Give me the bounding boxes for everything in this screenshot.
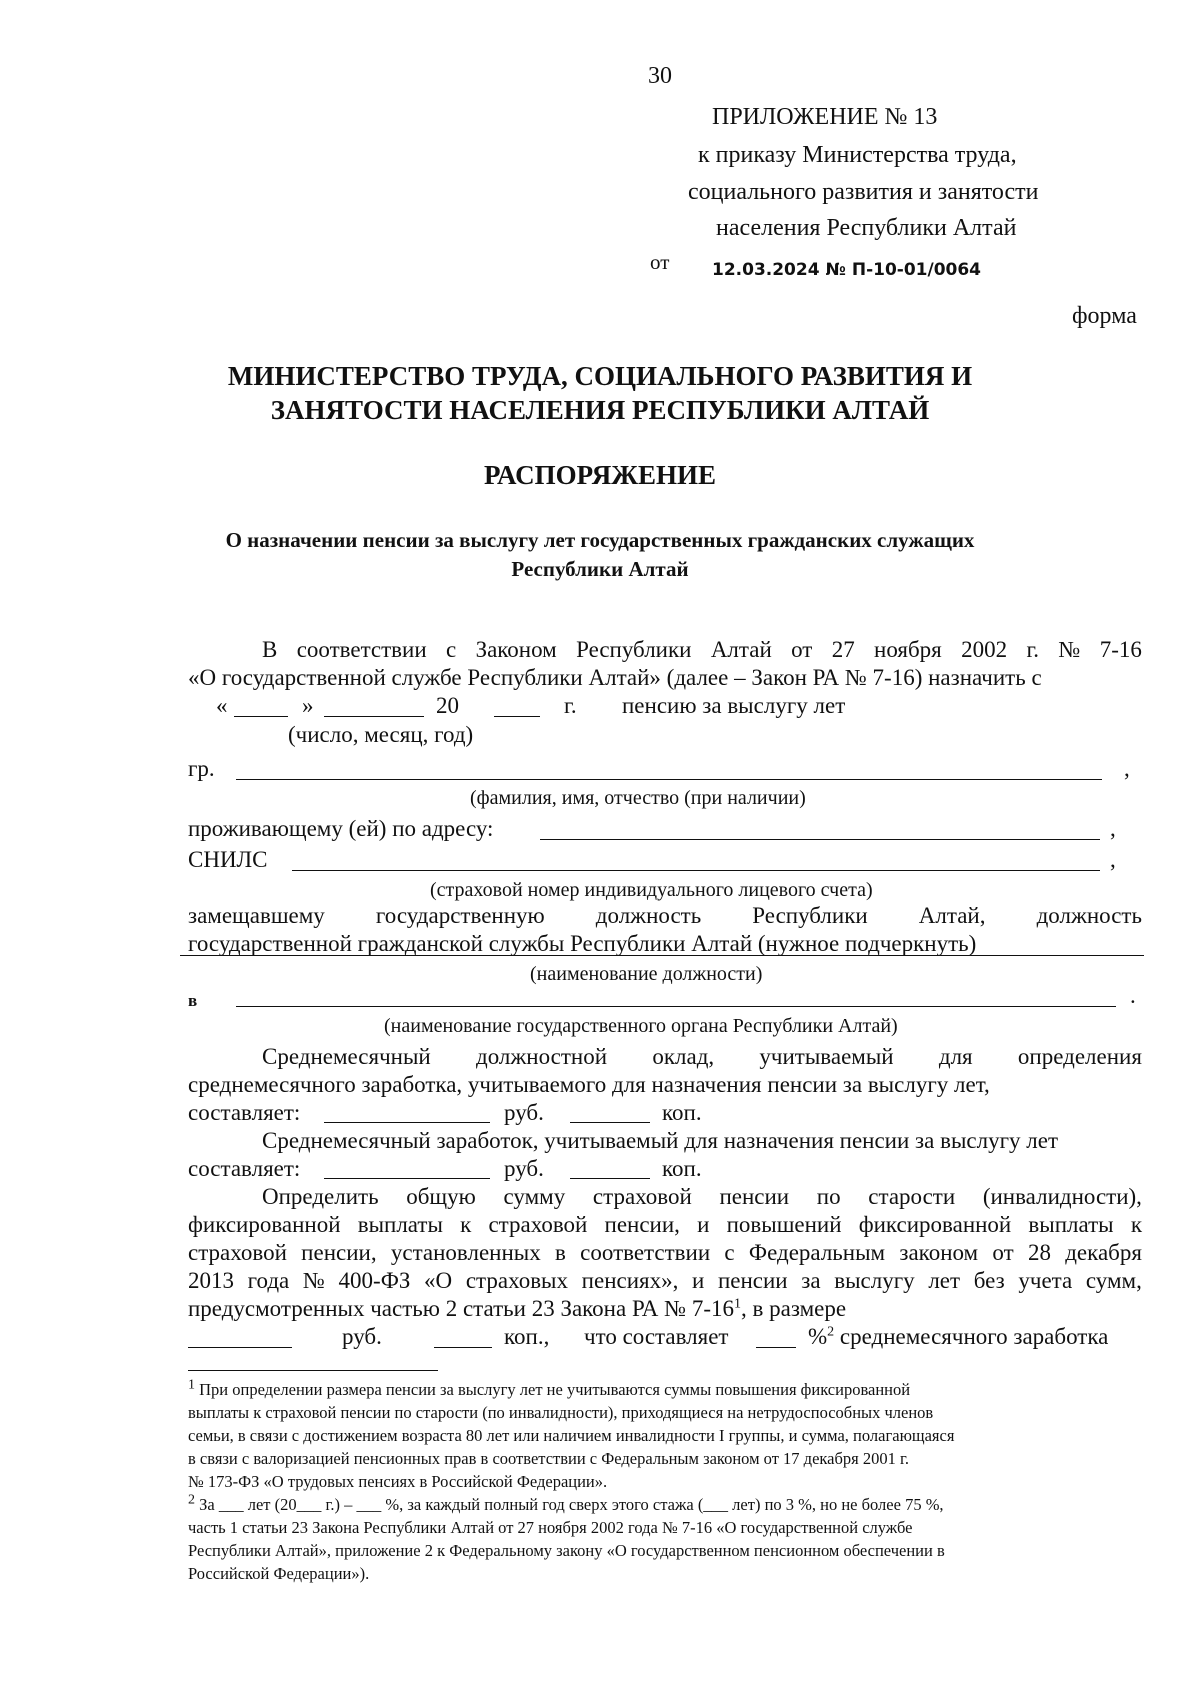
- define-line5: предусмотренных частью 2 статьи 23 Закона РА № $7-16^1$, в размере: [188, 1296, 847, 1321]
- define-1-word: сумму: [503, 1184, 566, 1209]
- paragraph-1-word: г.: [1026, 637, 1040, 662]
- define-4-word: пенсии: [717, 1268, 788, 1293]
- salary-rub-label: руб.: [504, 1100, 544, 1125]
- earnings-amount-label: составляет:: [188, 1156, 301, 1181]
- paragraph-1-line1: [262, 636, 1142, 664]
- define-line3: [188, 1239, 1142, 1267]
- paragraph-1-word: от: [791, 637, 813, 662]
- position-line1: [188, 902, 1142, 930]
- define-2-word: выплаты: [1028, 1212, 1114, 1237]
- form-label: форма: [1072, 303, 1137, 329]
- address-blank[interactable]: [540, 839, 1100, 840]
- salary-amount-label: составляет:: [188, 1100, 301, 1125]
- define-1-word: Определить: [262, 1184, 379, 1209]
- paragraph-1-word: с: [446, 637, 457, 662]
- define-3-word: в: [555, 1240, 566, 1265]
- ministry-line1: МИНИСТЕРСТВО ТРУДА, СОЦИАЛЬНОГО РАЗВИТИЯ И: [227, 361, 973, 391]
- document-type: РАСПОРЯЖЕНИЕ: [483, 460, 717, 490]
- paragraph-1-word: соответствии: [296, 637, 427, 662]
- define-3-word: соответствии: [580, 1240, 711, 1265]
- salary-word: Среднемесячный: [262, 1044, 431, 1069]
- paragraph-1-word: ноября: [874, 637, 942, 662]
- appendix-title: ПРИЛОЖЕНИЕ № 13: [712, 104, 938, 130]
- in-label: в: [188, 991, 198, 1010]
- define-2-word: выплаты: [357, 1212, 443, 1237]
- appendix-line2: социального развития и занятости: [688, 179, 1039, 205]
- position-hint: (наименование должности): [530, 963, 763, 985]
- subject-line1: О назначении пенсии за выслугу лет государственных гражданских служащих: [225, 528, 975, 552]
- citizen-label: гр.: [188, 756, 215, 781]
- define-3-word: страховой: [188, 1240, 287, 1265]
- final-percent-blank[interactable]: [756, 1347, 796, 1348]
- define-1-word: по: [816, 1184, 841, 1209]
- define-4-word: учета: [1018, 1268, 1073, 1293]
- position-word: государственную: [375, 903, 545, 928]
- organ-hint: (наименование государственного органа Республики Алтай): [384, 1015, 898, 1037]
- define-2-word: к: [460, 1212, 472, 1237]
- final-rub-blank[interactable]: [188, 1347, 292, 1348]
- date-tail-text: пенсию за выслугу лет: [622, 693, 846, 718]
- earnings-rub-blank[interactable]: [324, 1178, 490, 1179]
- position-blank[interactable]: [180, 955, 1144, 956]
- fio-comma: ,: [1124, 756, 1130, 781]
- define-2-word: повышений: [726, 1212, 842, 1237]
- footnote-2-line1: $^2$ За ___ лет (20___ г.) – ___ %, за каждый полный год сверх этого стажа (___ лет) по 3 %, но не более 75 %,: [188, 1492, 944, 1514]
- define-3-word: Федеральным: [748, 1240, 886, 1265]
- final-kop-blank[interactable]: [434, 1347, 492, 1348]
- paragraph-1-word: Законом: [475, 637, 557, 662]
- define-line4: [188, 1267, 1142, 1295]
- define-2-word: фиксированной: [188, 1212, 341, 1237]
- subject-line2: Республики Алтай: [511, 557, 689, 581]
- define-2-word: страховой: [488, 1212, 588, 1237]
- define-1-word: старости: [868, 1184, 956, 1209]
- salary-line1: [262, 1043, 1142, 1071]
- define-3-word: установленных: [390, 1240, 541, 1265]
- define-4-word: и: [692, 1268, 705, 1293]
- define-4-word: без: [973, 1268, 1005, 1293]
- define-4-word: года: [247, 1268, 290, 1293]
- position-word: Алтай,: [918, 903, 986, 928]
- define-3-word: 28: [1027, 1240, 1051, 1265]
- date-hint: (число, месяц, год): [288, 722, 474, 747]
- define-1-word: общую: [406, 1184, 476, 1209]
- define-4-word: страховых: [465, 1268, 569, 1293]
- footnote-separator: [188, 1370, 438, 1371]
- salary-kop-blank[interactable]: [570, 1122, 650, 1123]
- position-line2: государственной гражданской службы Республики Алтай (нужное подчеркнуть): [188, 931, 977, 956]
- define-2-word: и: [697, 1212, 710, 1237]
- salary-kop-label: коп.: [662, 1100, 702, 1125]
- earnings-kop-blank[interactable]: [570, 1178, 650, 1179]
- date-close-quote: »: [302, 693, 314, 718]
- earnings-rub-label: руб.: [504, 1156, 544, 1181]
- define-line2: [188, 1211, 1142, 1239]
- paragraph-1-word: 27: [831, 637, 855, 662]
- position-word: должность: [595, 903, 702, 928]
- snils-label: СНИЛС: [188, 847, 268, 872]
- salary-line2: среднемесячного заработка, учитываемого для назначения пенсии за выслугу лет,: [188, 1072, 990, 1097]
- earnings-line1: Среднемесячный заработок, учитываемый для назначения пенсии за выслугу лет: [262, 1128, 1059, 1153]
- define-2-word: к: [1130, 1212, 1142, 1237]
- footnote-2-line4: Российской Федерации»).: [188, 1564, 370, 1583]
- final-that-text: что составляет: [584, 1324, 729, 1349]
- salary-word: определения: [1017, 1044, 1142, 1069]
- date-year-prefix: 20: [436, 693, 459, 718]
- define-4-word: 400-ФЗ: [338, 1268, 411, 1293]
- footnote-1-line4: в связи с валоризацией пенсионных прав в соответствии с Федеральным законом от 17 декабря 2001 г.: [188, 1449, 909, 1468]
- paragraph-1-word: В: [262, 637, 278, 662]
- define-line1: [262, 1183, 1142, 1211]
- define-4-word: за: [801, 1268, 821, 1293]
- final-tail: %$^2$ среднемесячного заработка: [808, 1324, 1109, 1349]
- paragraph-1-line2: «О государственной службе Республики Алтай» (далее – Закон РА № 7-16) назначить с: [188, 665, 1042, 690]
- define-3-word: пенсии,: [301, 1240, 377, 1265]
- earnings-kop-label: коп.: [662, 1156, 702, 1181]
- snils-comma: ,: [1110, 847, 1116, 872]
- define-4-word: №: [302, 1268, 325, 1293]
- define-3-word: декабря: [1065, 1240, 1142, 1265]
- organ-dot: .: [1130, 983, 1136, 1008]
- salary-word: учитываемый: [759, 1044, 894, 1069]
- final-rub-label: руб.: [342, 1324, 382, 1349]
- appendix-line3: населения Республики Алтай: [716, 215, 1017, 241]
- address-comma: ,: [1110, 816, 1116, 841]
- define-4-word: лет: [928, 1268, 961, 1293]
- define-3-word: законом: [899, 1240, 979, 1265]
- appendix-date-number: 12.03.2024 № П-10-01/0064: [712, 260, 982, 280]
- salary-rub-blank[interactable]: [324, 1122, 490, 1123]
- salary-word: для: [938, 1044, 973, 1069]
- final-kop-label: коп.,: [504, 1324, 550, 1349]
- footnote-ref-2: 2: [827, 1324, 835, 1340]
- footnote-2-line3: Республики Алтай», приложение 2 к Федеральному закону «О государственном пенсионном обеспечении в: [188, 1541, 945, 1560]
- day-blank[interactable]: [234, 716, 288, 717]
- paragraph-1-word: 7-16: [1099, 637, 1142, 662]
- footnote-1-line3: семьи, в связи с достижением возраста 80 лет или наличием инвалидности I группы, и сумма, полагающаяся: [188, 1426, 955, 1445]
- define-4-word: 2013: [188, 1268, 234, 1293]
- footnote-1-line2: выплаты к страховой пенсии по старости (по инвалидности), приходящиеся на нетрудоспособных членов: [188, 1403, 934, 1422]
- footnote-ref-1: 1: [734, 1296, 742, 1312]
- paragraph-1-word: Республики: [576, 637, 692, 662]
- snils-hint: (страховой номер индивидуального лицевого счета): [430, 879, 873, 901]
- organ-blank[interactable]: [236, 1006, 1116, 1007]
- appendix-line1: к приказу Министерства труда,: [698, 142, 1017, 168]
- salary-word: оклад,: [652, 1044, 715, 1069]
- define-4-word: выслугу: [834, 1268, 915, 1293]
- position-word: Республики: [752, 903, 868, 928]
- define-3-word: от: [992, 1240, 1014, 1265]
- define-2-word: пенсии,: [604, 1212, 680, 1237]
- date-open-quote: «: [216, 693, 228, 718]
- paragraph-1-word: 2002: [961, 637, 1008, 662]
- salary-word: должностной: [476, 1044, 608, 1069]
- position-word: должность: [1036, 903, 1142, 928]
- define-1-word: (инвалидности),: [982, 1184, 1142, 1209]
- fio-hint: (фамилия, имя, отчество (при наличии): [470, 787, 806, 809]
- position-word: замещавшему: [188, 903, 325, 928]
- appendix-from-label: от: [650, 250, 670, 274]
- define-4-word: сумм,: [1085, 1268, 1142, 1293]
- footnote-1-line1: $^1$ При определении размера пенсии за выслугу лет не учитываются суммы повышения фиксированной: [188, 1377, 911, 1399]
- snils-blank[interactable]: [292, 870, 1100, 871]
- define-1-word: пенсии: [719, 1184, 790, 1209]
- define-1-word: страховой: [592, 1184, 692, 1209]
- footnote-1-line5: № 173-ФЗ «О трудовых пенсиях в Российской Федерации».: [188, 1472, 608, 1491]
- define-4-word: «О: [424, 1268, 453, 1293]
- define-2-word: фиксированной: [858, 1212, 1012, 1237]
- define-3-word: с: [724, 1240, 735, 1265]
- fio-blank[interactable]: [236, 779, 1102, 780]
- ministry-line2: ЗАНЯТОСТИ НАСЕЛЕНИЯ РЕСПУБЛИКИ АЛТАЙ: [270, 395, 930, 425]
- year-blank[interactable]: [494, 716, 540, 717]
- month-blank[interactable]: [324, 716, 424, 717]
- define-4-word: пенсиях»,: [581, 1268, 679, 1293]
- page-number: 30: [648, 63, 672, 89]
- date-year-suffix: г.: [564, 693, 577, 718]
- address-label: проживающему (ей) по адресу:: [188, 816, 494, 841]
- paragraph-1-word: Алтай: [710, 637, 772, 662]
- paragraph-1-word: №: [1058, 637, 1081, 662]
- footnote-2-line2: часть 1 статьи 23 Закона Республики Алтай от 27 ноября 2002 года № 7-16 «О государственной службе: [188, 1518, 913, 1537]
